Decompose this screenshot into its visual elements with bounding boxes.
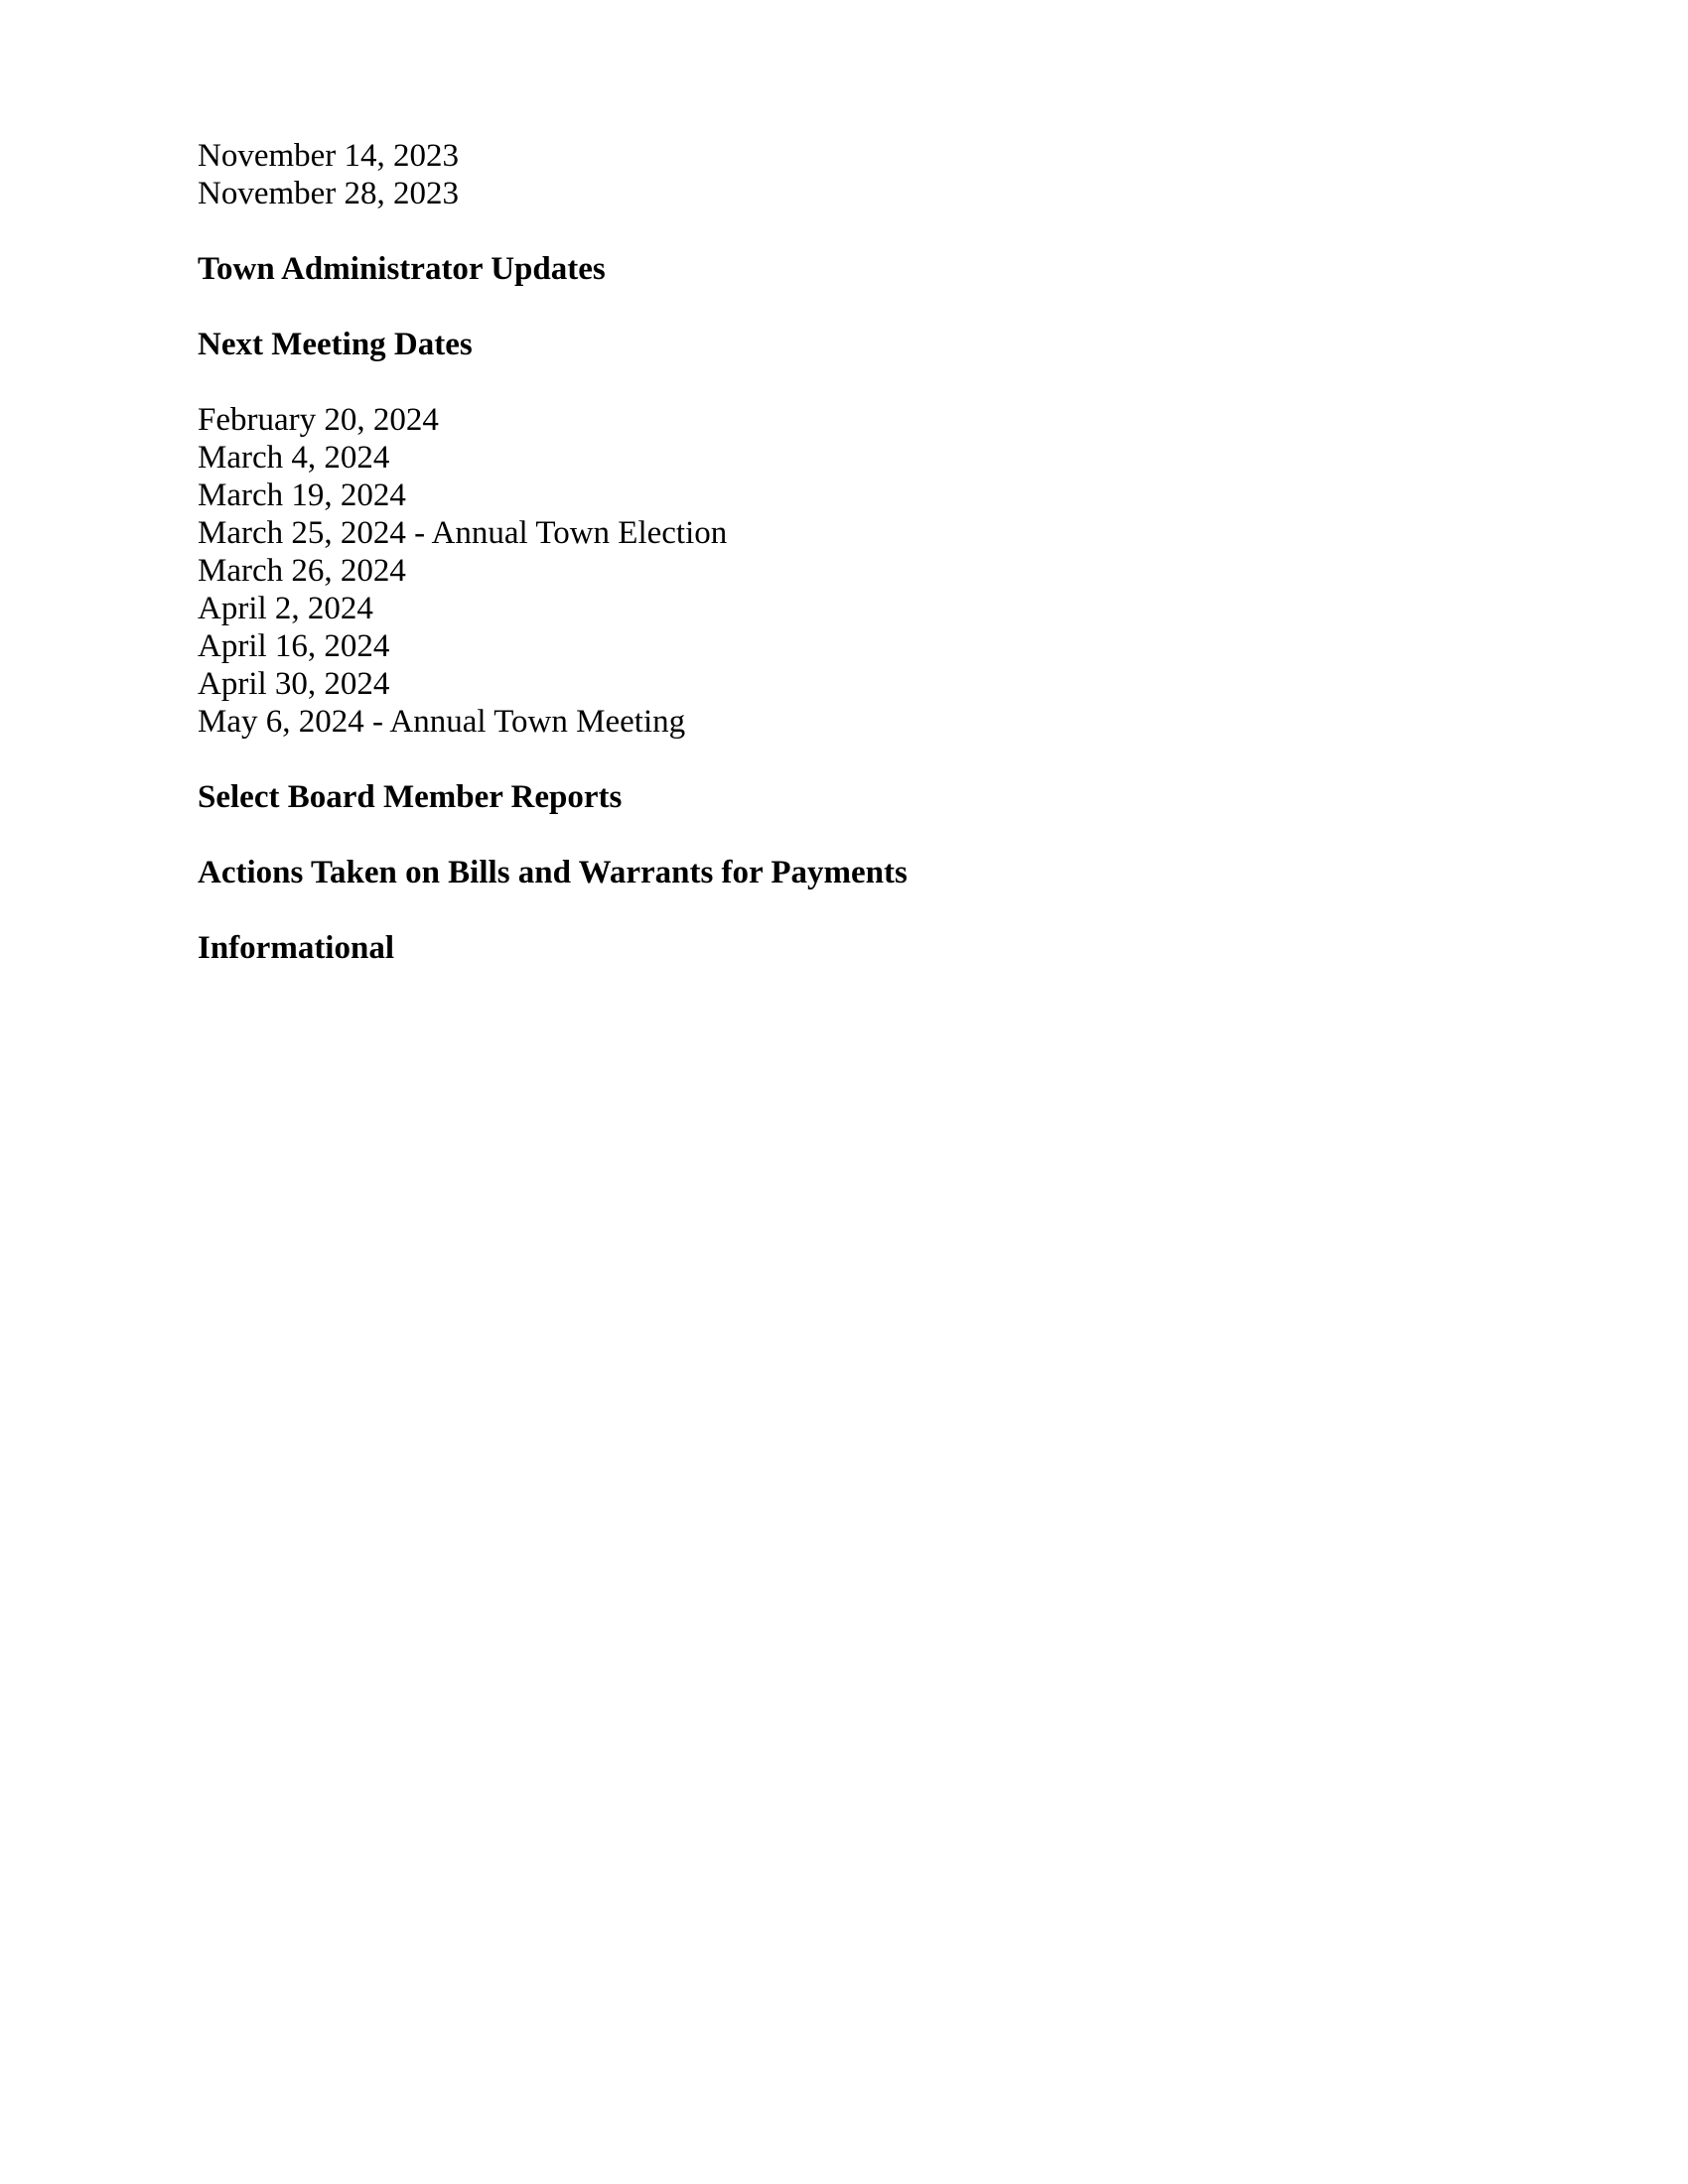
meeting-date: March 4, 2024 — [198, 440, 390, 476]
heading-select-board-member-reports: Select Board Member Reports — [198, 779, 623, 815]
spacer — [198, 288, 1488, 326]
meeting-date: February 20, 2024 — [198, 402, 439, 438]
spacer — [198, 363, 1488, 401]
meeting-date: May 6, 2024 - Annual Town Meeting — [198, 704, 686, 740]
meeting-date: April 16, 2024 — [198, 628, 390, 664]
meeting-date: April 30, 2024 — [198, 666, 390, 702]
minutes-date: November 28, 2023 — [198, 176, 460, 211]
minutes-date: November 14, 2023 — [198, 138, 460, 174]
meeting-date: April 2, 2024 — [198, 591, 373, 626]
previous-minutes-list — [198, 137, 1488, 212]
heading-actions-taken-bills-warrants: Actions Taken on Bills and Warrants for Payments — [198, 855, 908, 890]
meeting-dates-list — [198, 401, 1488, 741]
spacer — [198, 816, 1488, 854]
spacer — [198, 891, 1488, 929]
heading-next-meeting-dates: Next Meeting Dates — [198, 327, 473, 362]
meeting-date: March 26, 2024 — [198, 553, 406, 589]
heading-town-administrator-updates: Town Administrator Updates — [198, 251, 606, 287]
spacer — [198, 741, 1488, 778]
spacer — [198, 212, 1488, 250]
meeting-date: March 19, 2024 — [198, 478, 406, 513]
meeting-date: March 25, 2024 - Annual Town Election — [198, 515, 728, 551]
heading-informational: Informational — [198, 930, 394, 966]
agenda-content — [198, 137, 1488, 967]
